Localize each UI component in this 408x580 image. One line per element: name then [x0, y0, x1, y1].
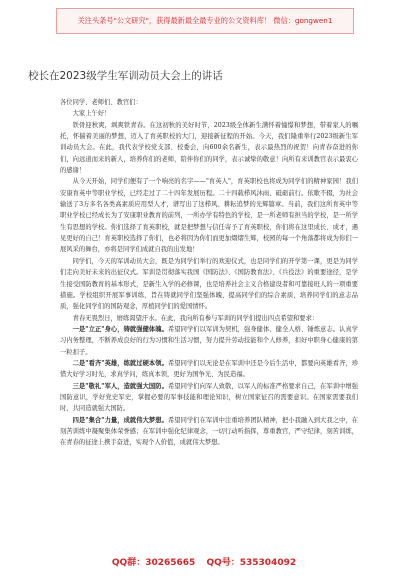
qq-group: QQ群：30265665	[111, 558, 196, 568]
point-item	[60, 324, 358, 358]
promo-banner: 关注头条号"公文研究"，获得最新最全最专业的公文资料库！ 微信：gongwen1	[56, 8, 354, 34]
greeting: 大家上午好！	[72, 110, 111, 118]
point-text: 希望同学们以无论是在军训中还是今后生活中，都要向英雄看齐，珍惜大好学习时光，求真学问，练真本领，更好为国争光、为民造福。	[60, 359, 359, 379]
paragraph: 同学们，今天的军训动员大会，既是为同学们举行的欢迎仪式，也是同学们的开学第一课，更是为同学们走向美好未来的出征仪式。军训是贯彻落实我国《国防法》、《国防教育法》、《兵役法》的重要途径，是学生接受国防教育的基本形式，是新生入学的必修课，也是培养社会主义合格建设者和可靠接班人的一项重要措施。学校组织开展军事训练，旨在铸就同学们坚强体魄、提高同学们的综合素质，培养同学们的意志品质，强化同学们的国防观念，厚植同学们的爱国情怀。	[60, 257, 358, 311]
point-item	[60, 358, 358, 381]
point-item	[60, 415, 358, 449]
point-text: 希望同学们向军人致敬，以军人的标准严格要求自己，在军训中增强国防意识，学好党史军史，掌握必要的军事技能和理论知识，树立国家征召的需要意识。在国家需要我们时，共同造就强大国防。	[60, 382, 359, 413]
point-heading: 一是"立正"身心，铸就强健体魄。	[72, 325, 168, 333]
contact-footer	[0, 555, 408, 568]
point-heading: 三是"敬礼"军人，造就强大国防。	[72, 382, 168, 390]
paragraph: 铁骨迎秋爽，飒爽铁青春。在这初秋的美好时节，2023级全体新生满怀着憧憬和梦想，带着家人的嘱托，怀揣着美丽的梦想，迈入了育英职校的大门，迎接新征程的开始。今天，我们隆重举行2023级新生军训动员大会。在此，我代表学校党支部、校委会，向600余名新生，表示最热烈的祝贺！向青春奋进的你们，向远道而来的新人，培养你们的老师，陪伴你们的同学，表示诚挚的敬意！向所有来训教官表示最衷心的感谢！	[60, 121, 358, 175]
point-item	[60, 381, 358, 415]
point-heading: 二是"看齐"英雄，练就过硬本领。	[72, 359, 168, 367]
speech-body	[60, 97, 358, 449]
salutation: 各位同学、老师们、教官们：	[60, 99, 142, 106]
point-text: 希望同学们在军训中注重培养团队精神，把小我融入到大我之中，在刻苦训练中凝聚集体荣誉感；在军训中强化纪律观念，一切行动听指挥，尊重教官，严守纪律，刻苦训练，在青春的征途上携手奋进，实现个人价值，成就伟大梦想。	[60, 416, 359, 447]
qq-number: QQ号：535304092	[206, 558, 297, 568]
page-title: 校长在2023级学生军训动员大会上的讲话	[28, 70, 223, 82]
point-text: 希望同学们以军训为契机，强身健体、健全人格、锤炼意志。认真学习内务整理，不断养成良好的行为习惯和生活习惯，努力提升劳动技能和个人修养，扣好中职身心健康的第一粒扣子。	[60, 325, 359, 356]
point-heading: 四是"集合"力量，成就伟大梦想。	[72, 416, 168, 424]
paragraph: 青春无畏烈日，磨练渴望汗水。在此，我向所有参与军训的同学们提出四点希望和要求：	[72, 314, 319, 322]
paragraph: 从今天开始，同学们便有了一个响亮的名字——"育英人"，育英职校也将成为同学们的精神家园！我们安康育英中等职业学校，已经走过了二十四年发展历程。二十四载栉风沐雨、砥砺前行。依歌不辍，为社会输送了3万多名各类高素质应用型人才，谱写出了这栉风、耕耘追梦的光辉篇章。当前，我们这所育英中等职业学校已经成长为了安康职业教育的前列，一所办学有特色的学校，是一所老师有担当的学校，是一所学生有思想的学校。你们选择了育英职校，就是把梦想与信任寄予了育英职校，你们将在这里成长、成才，遇见更好的自己！育英职校选择了你们，也必将因为你们而更加熠熠生辉，校园的每一个角落都将成为你们一展风采的舞台，亦将是同学们成就自我的出发地！	[60, 178, 358, 254]
